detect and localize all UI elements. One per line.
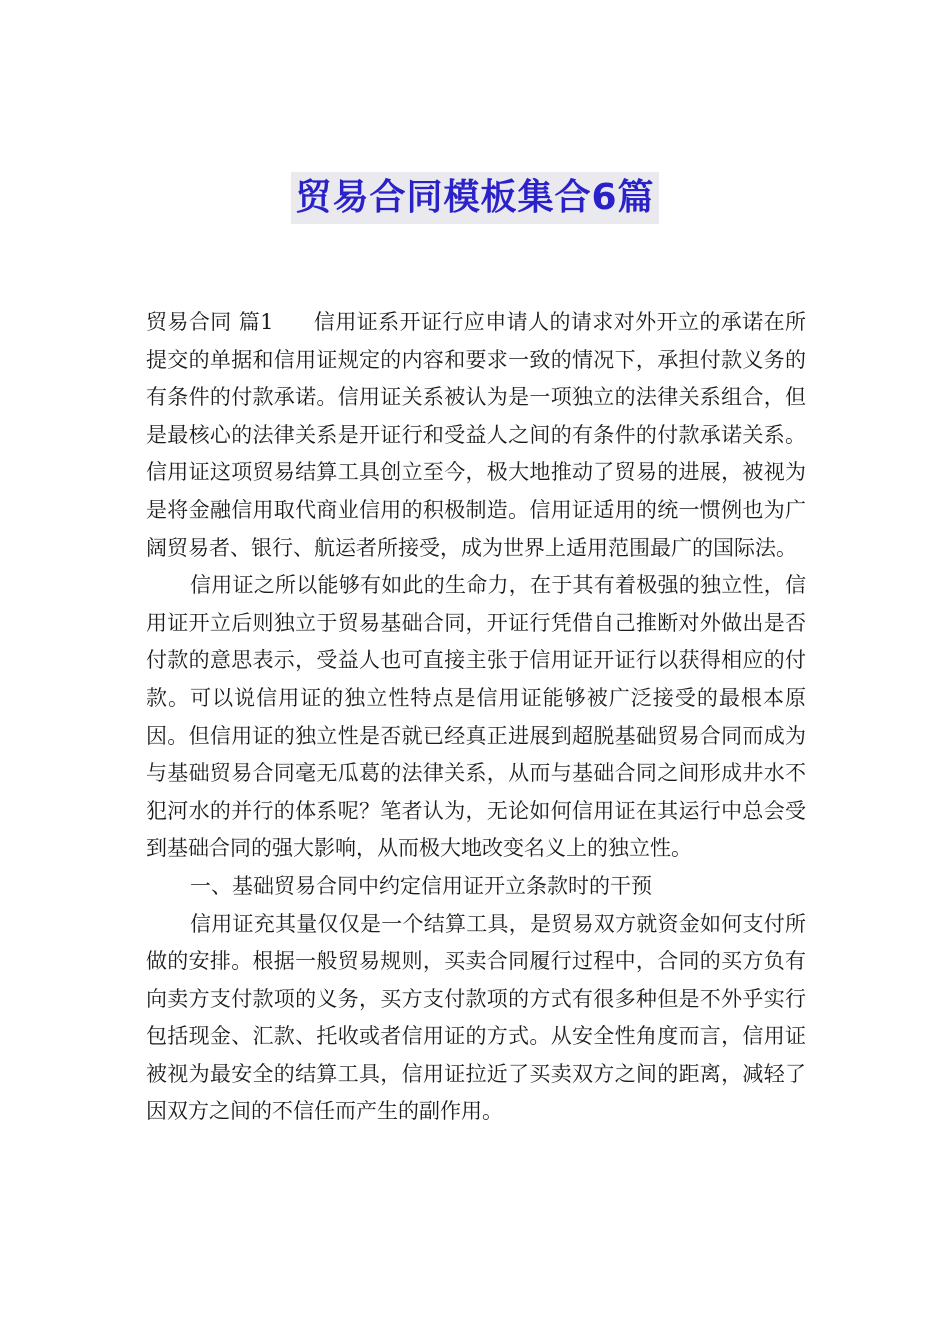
title-container: [0, 172, 950, 224]
paragraph-1-text: 信用证系开证行应申请人的请求对外开立的承诺在所提交的单据和信用证规定的内容和要求一致的情况下，承担付款义务的有条件的付款承诺。信用证关系被认为是一项独立的法律关系组合，但是最核心的法律关系是开证行和受益人之间的有条件的付款承诺关系。信用证这项贸易结算工具创立至今，极大地推动了贸易的进展，被视为是将金融信用取代商业信用的积极制造。信用证适用的统一惯例也为广阔贸易者、银行、航运者所接受，成为世界上适用范围最广的国际法。: [146, 310, 806, 560]
paragraph-3: 信用证充其量仅仅是一个结算工具，是贸易双方就资金如何支付所做的安排。根据一般贸易规则，买卖合同履行过程中，合同的买方负有向卖方支付款项的义务，买方支付款项的方式有很多种但是不外乎实行包括现金、汇款、托收或者信用证的方式。从安全性角度而言，信用证被视为最安全的结算工具，信用证拉近了买卖双方之间的距离，减轻了因双方之间的不信任而产生的副作用。: [146, 911, 806, 1124]
section-label: 贸易合同 篇1: [146, 310, 274, 334]
paragraph-1: [146, 304, 806, 567]
paragraph-2: 信用证之所以能够有如此的生命力，在于其有着极强的独立性，信用证开立后则独立于贸易基础合同，开证行凭借自己推断对外做出是否付款的意思表示，受益人也可直接主张于信用证开证行以获得相应的付款。可以说信用证的独立性特点是信用证能够被广泛接受的最根本原因。但信用证的独立性是否就已经真正进展到超脱基础贸易合同而成为与基础贸易合同毫无瓜葛的法律关系，从而与基础合同之间形成井水不犯河水的并行的体系呢？笔者认为，无论如何信用证在其运行中总会受到基础合同的强大影响，从而极大地改变名义上的独立性。: [146, 573, 806, 861]
document-title: 贸易合同模板集合6篇: [291, 172, 658, 224]
document-body: [146, 304, 806, 1131]
section-heading: 一、基础贸易合同中约定信用证开立条款时的干预: [190, 873, 652, 898]
